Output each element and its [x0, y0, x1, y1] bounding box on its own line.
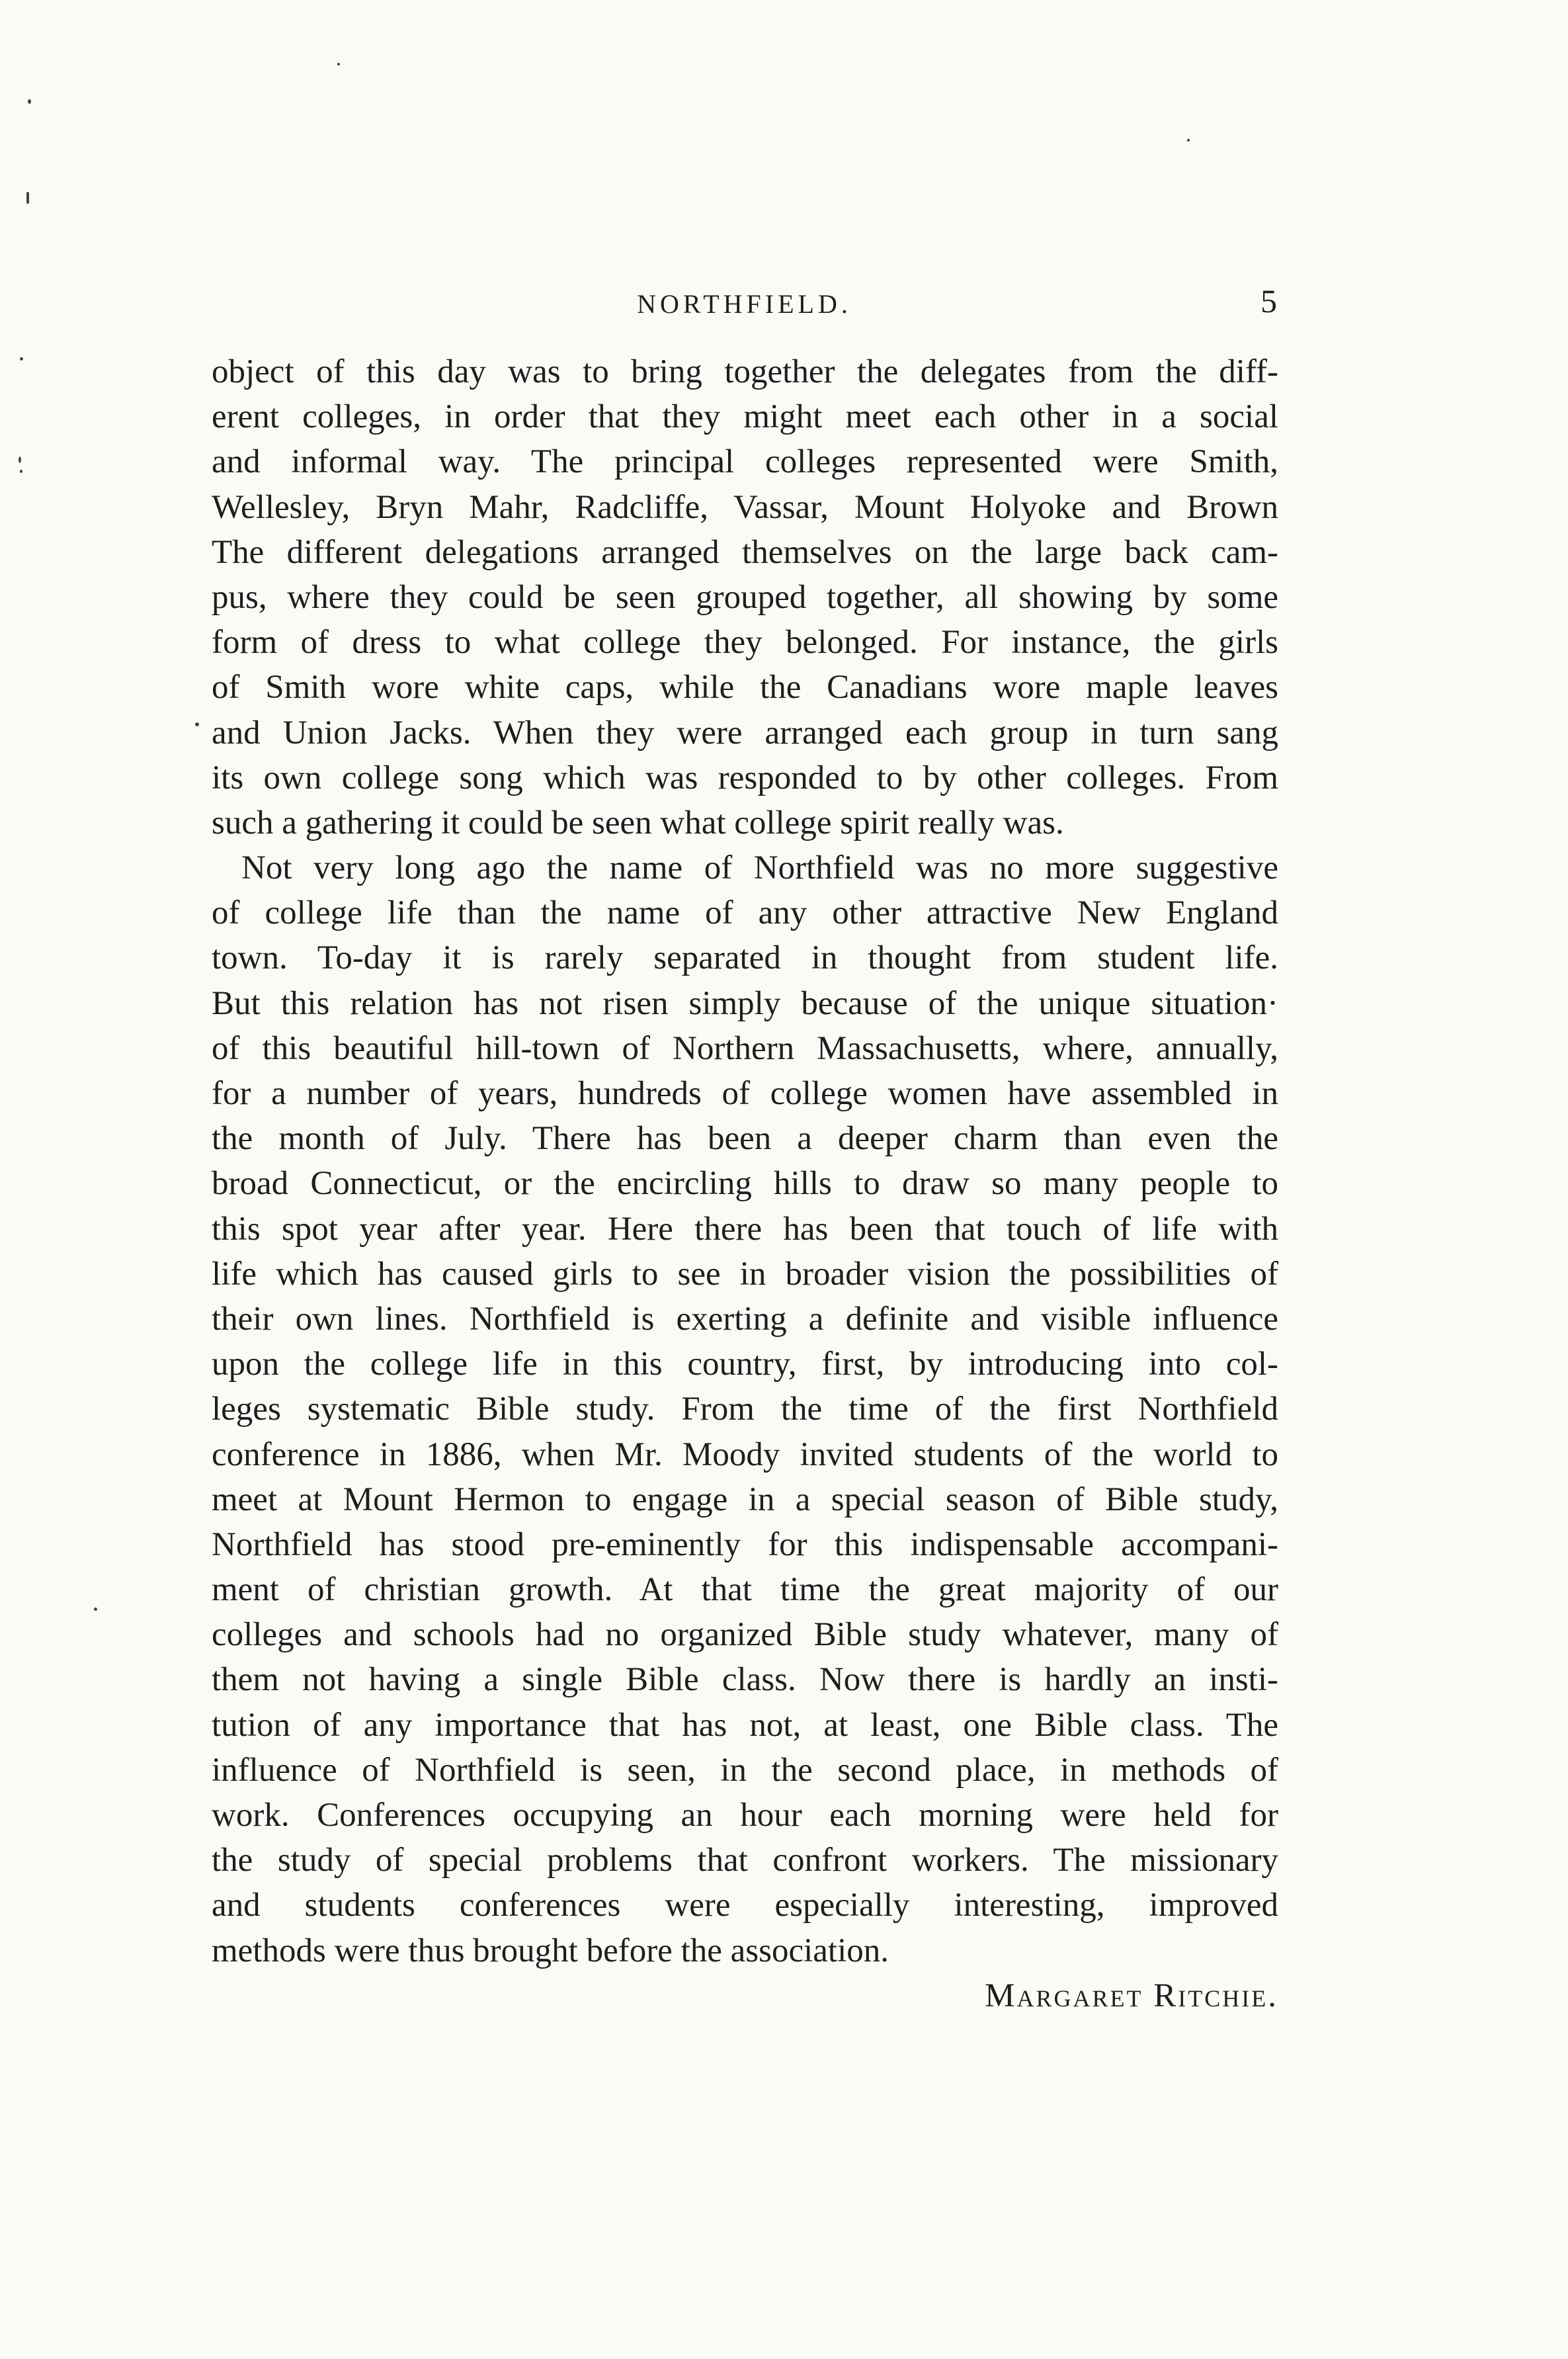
margin-speck [337, 63, 340, 65]
paragraph [212, 349, 1278, 845]
text-line: of this beautiful hill-town of Northern Massachusetts, where, annually, [212, 1029, 1278, 1067]
text-line: pus, where they could be seen grouped together, all showing by some [212, 578, 1278, 616]
margin-speck [20, 470, 22, 473]
text-line: Northfield has stood pre-eminently for this indispensable accompani- [212, 1525, 1278, 1563]
body-text [212, 349, 1278, 2018]
text-line: them not having a single Bible class. Now there is hardly an insti- [212, 1661, 1278, 1699]
running-title: NORTHFIELD. [637, 289, 852, 319]
text-line: colleges and schools had no organized Bible study whatever, many of [212, 1616, 1278, 1654]
margin-speck [20, 357, 23, 361]
text-line: conference in 1886, when Mr. Moody invited students of the world to [212, 1436, 1278, 1473]
text-line: form of dress to what college they belonged. For instance, the girls [212, 624, 1278, 662]
text-line: such a gathering it could be seen what college spirit really was. [212, 804, 1064, 841]
text-line: their own lines. Northfield is exerting a definite and visible influence [212, 1300, 1278, 1338]
margin-speck [28, 99, 31, 104]
text-line: the study of special problems that confront workers. The missionary [212, 1842, 1278, 1879]
text-line: erent colleges, in order that they might meet each other in a social [212, 398, 1278, 436]
text-line: for a number of years, hundreds of college women have assembled in [212, 1075, 1278, 1112]
text-line: But this relation has not risen simply because of the unique situation· [212, 984, 1278, 1022]
text-line: Wellesley, Bryn Mahr, Radcliffe, Vassar, Mount Holyoke and Brown [212, 488, 1278, 526]
margin-speck [94, 1608, 97, 1611]
running-head [212, 284, 1277, 324]
margin-speck [26, 192, 29, 204]
text-line: town. To-day it is rarely separated in thought from student life. [212, 939, 1278, 977]
text-line: broad Connecticut, or the encircling hills to draw so many people to [212, 1165, 1278, 1203]
text-line: The different delegations arranged themselves on the large back cam- [212, 533, 1278, 571]
text-line: of college life than the name of any other attractive New England [212, 894, 1278, 932]
author-signature: Margaret Ritchie. [985, 1977, 1278, 2014]
text-line: and Union Jacks. When they were arranged each group in turn sang [212, 714, 1278, 751]
text-line: of Smith wore white caps, while the Canadians wore maple leaves [212, 669, 1278, 707]
text-line: ment of christian growth. At that time the great majority of our [212, 1571, 1278, 1609]
text-line: object of this day was to bring together the delegates from the diff- [212, 353, 1278, 390]
paragraphs [212, 349, 1278, 1973]
page-number: 5 [1260, 282, 1277, 320]
text-line: and students conferences were especially interesting, improved [212, 1887, 1278, 1924]
text-line: upon the college life in this country, first, by introducing into col- [212, 1346, 1278, 1383]
text-line: influence of Northfield is seen, in the second place, in methods of [212, 1751, 1278, 1789]
text-line: work. Conferences occupying an hour each morning were held for [212, 1797, 1278, 1834]
margin-speck [195, 722, 199, 726]
text-line: and informal way. The principal colleges represented were Smith, [212, 443, 1278, 481]
text-line: leges systematic Bible study. From the time of the first Northfield [212, 1391, 1278, 1428]
text-line: life which has caused girls to see in broader vision the possibilities of [212, 1255, 1278, 1293]
text-line: meet at Mount Hermon to engage in a special season of Bible study, [212, 1480, 1278, 1518]
text-line: its own college song which was responded to by other colleges. From [212, 759, 1278, 796]
text-line: methods were thus brought before the association. [212, 1932, 889, 1969]
margin-speck [19, 456, 21, 463]
text-line: the month of July. There has been a deeper charm than even the [212, 1120, 1278, 1158]
text-line: Not very long ago the name of Northfield was no more suggestive [241, 849, 1278, 887]
text-line: tution of any importance that has not, at least, one Bible class. The [212, 1706, 1278, 1744]
paragraph [212, 845, 1278, 1973]
margin-speck [1187, 139, 1190, 142]
text-line: this spot year after year. Here there has been that touch of life with [212, 1210, 1278, 1248]
